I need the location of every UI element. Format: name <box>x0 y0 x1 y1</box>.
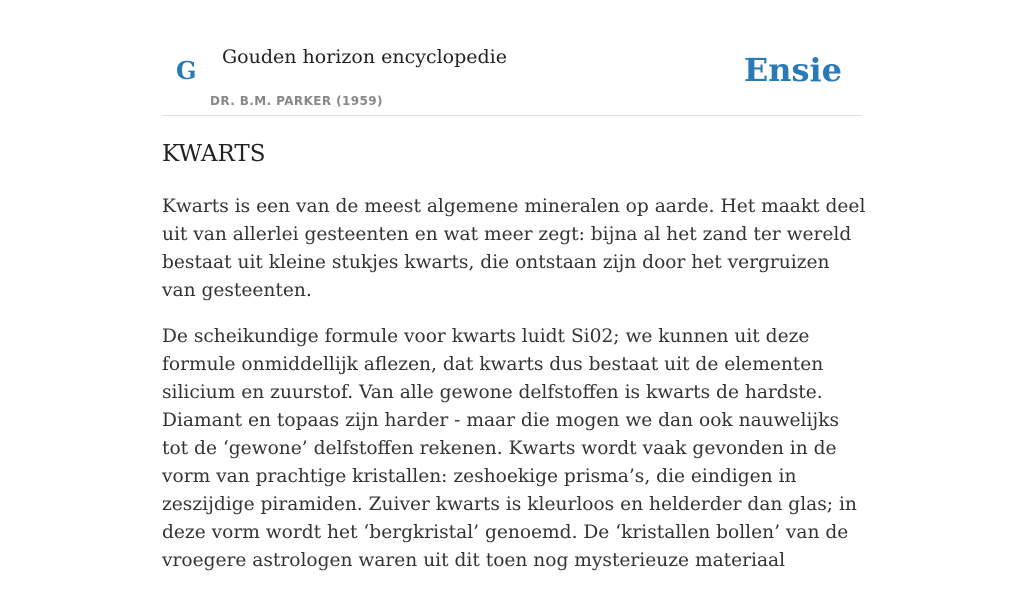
ensie-brand-logo[interactable]: Ensie <box>743 51 842 89</box>
source-title-link[interactable]: Gouden horizon encyclopedie <box>222 46 507 68</box>
article-headword: KWARTS <box>162 141 266 167</box>
article-paragraph-2: De scheikundige formule voor kwarts luidt Si02; we kunnen uit deze formule onmiddellijk aflezen, dat kwarts dus bestaat uit de elementen silicium en zuurstof. Van alle gewone delfstoffen is kwarts de hardste. Diamant en topaas zijn harder - maar die mogen we dan ook nauwelijks tot de ‘gewone’ delfstoffen rekenen. Kwarts wordt vaak gevonden in de vorm van prachtige kristallen: zeshoekige prisma’s, die eindigen in zeszijdige piramiden. Zuiver kwarts is kleurloos en helderder dan glas; in deze vorm wordt het ‘bergkristal’ genoemd. De ‘kristallen bollen’ van de vroegere astrologen waren uit dit toen nog mysterieuze materiaal <box>162 326 857 571</box>
article-paragraph-1: Kwarts is een van de meest algemene mineralen op aarde. Het maakt deel uit van allerlei gesteenten en wat meer zegt: bijna al het zand ter wereld bestaat uit kleine stukjes kwarts, die ontstaan zijn door het vergruizen van gesteenten. <box>162 196 866 301</box>
article-body <box>162 193 866 593</box>
source-header <box>162 0 862 116</box>
source-logo[interactable]: G <box>176 56 197 85</box>
source-author: DR. B.M. PARKER (1959) <box>210 94 383 108</box>
